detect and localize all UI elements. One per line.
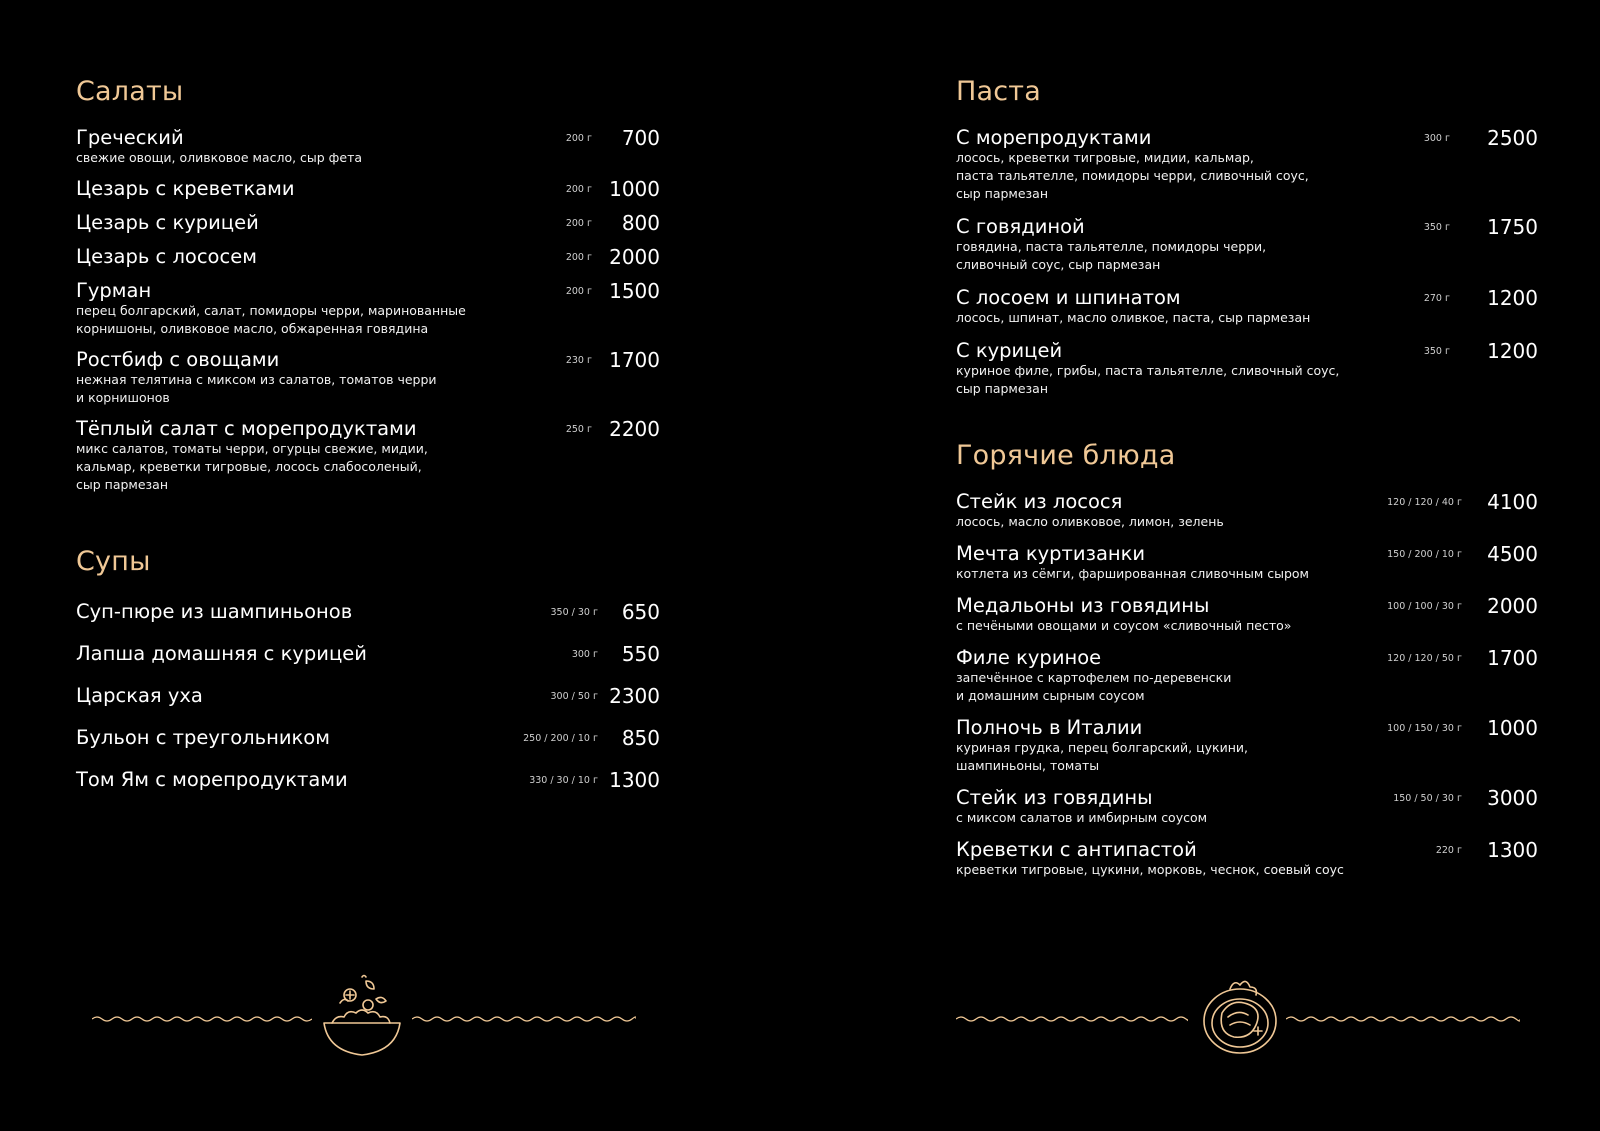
dish-weight: 350 г [1423,346,1450,357]
dish-weight: 230 г [565,355,592,366]
section-title-pasta: Паста [956,76,1041,107]
dish-description: лосось, креветки тигровые, мидии, кальмар, паста тальятелле, помидоры черри, сливочный соус, сыр пармезан [956,150,1309,201]
dish-price: 1750 [1487,215,1538,239]
menu-item [76,417,660,494]
dish-weight: 200 г [565,218,592,229]
dish-name: Цезарь с курицей [76,211,259,234]
dish-description: нежная телятина с миксом из салатов, томатов черри и корнишонов [76,372,437,405]
dish-name: Стейк из лосося [956,490,1123,513]
menu-item [956,594,1538,635]
menu-item [76,600,660,624]
dish-name: С курицей [956,339,1063,362]
dish-name: Филе куриное [956,646,1102,669]
dish-description: с печёными овощами и соусом «сливочный песто» [956,618,1292,633]
dish-weight: 100 / 100 / 30 г [1387,601,1462,612]
menu-item [956,838,1538,879]
dish-name: Царская уха [76,684,203,707]
dish-description: куриное филе, грибы, паста тальятелле, сливочный соус, сыр пармезан [956,363,1340,396]
section-title-hot-dishes: Горячие блюда [956,440,1176,471]
dish-price: 3000 [1487,786,1538,810]
menu-item [956,215,1538,274]
dish-name: Стейк из говядины [956,786,1153,809]
dish-price: 2000 [1487,594,1538,618]
dish-weight: 150 / 50 / 30 г [1393,793,1462,804]
menu-item [76,684,660,708]
dish-description: лосось, масло оливковое, лимон, зелень [956,514,1224,529]
menu-item [956,286,1538,327]
dish-weight: 120 / 120 / 50 г [1387,653,1462,664]
dish-price: 1300 [1487,838,1538,862]
dish-name: С говядиной [956,215,1085,238]
dish-weight: 330 / 30 / 10 г [529,775,598,786]
dish-price: 4100 [1487,490,1538,514]
menu-item [76,126,660,167]
dish-weight: 300 / 50 г [550,691,598,702]
dish-description: говядина, паста тальятелле, помидоры черри, сливочный соус, сыр пармезан [956,239,1267,272]
dish-name: Ростбиф с овощами [76,348,280,371]
dish-price: 2000 [609,245,660,269]
dish-name: Мечта куртизанки [956,542,1146,565]
dish-price: 2300 [609,684,660,708]
dish-description: микс салатов, томаты черри, огурцы свежие, мидии, кальмар, креветки тигровые, лосось слабосоленый, сыр пармезан [76,441,428,492]
dish-description: котлета из сёмги, фаршированная сливочным сыром [956,566,1309,581]
salad-bowl-icon [322,973,402,1059]
dish-weight: 350 / 30 г [550,607,598,618]
dish-weight: 200 г [565,286,592,297]
dish-description: свежие овощи, оливковое масло, сыр фета [76,150,363,165]
dish-price: 2500 [1487,126,1538,150]
dish-price: 1500 [609,279,660,303]
dish-weight: 300 г [571,649,598,660]
dish-price: 4500 [1487,542,1538,566]
dish-description: перец болгарский, салат, помидоры черри, маринованные корнишоны, оливковое масло, обжаренная говядина [76,303,466,336]
dish-price: 1000 [1487,716,1538,740]
dish-price: 1200 [1487,286,1538,310]
soups-list [76,600,660,810]
menu-item [956,126,1538,203]
pasta-list [956,126,1538,410]
dish-weight: 220 г [1435,845,1462,856]
wave-divider [92,1013,312,1025]
wave-divider [1286,1013,1520,1025]
menu-item [76,177,660,201]
dish-description: креветки тигровые, цукини, морковь, чеснок, соевый соус [956,862,1344,877]
dish-weight: 270 г [1423,293,1450,304]
dish-price: 650 [621,600,660,624]
wave-divider [956,1013,1188,1025]
dish-name: С лосоем и шпинатом [956,286,1181,309]
dish-price: 1700 [609,348,660,372]
menu-item [76,726,660,750]
dish-price: 800 [621,211,660,235]
wave-divider [412,1013,636,1025]
menu-item [956,786,1538,827]
dish-name: Греческий [76,126,184,149]
dish-weight: 200 г [565,252,592,263]
section-title-salads: Салаты [76,76,184,107]
menu-item [956,339,1538,398]
right-page [956,0,1538,1131]
dish-name: Тёплый салат с морепродуктами [76,417,417,440]
dish-description: запечённое с картофелем по-деревенски и домашним сырным соусом [956,670,1232,703]
menu-item [956,542,1538,583]
menu-item [76,279,660,338]
left-page [76,0,660,1131]
dish-name: Суп-пюре из шампиньонов [76,600,353,623]
dish-description: лосось, шпинат, масло оливкое, паста, сыр пармезан [956,310,1311,325]
hot-dishes-list [956,490,1538,890]
dish-price: 550 [621,642,660,666]
dish-price: 1300 [609,768,660,792]
dish-price: 700 [621,126,660,150]
dish-name: С морепродуктами [956,126,1152,149]
dish-name: Гурман [76,279,152,302]
steak-plate-icon [1200,973,1280,1059]
dish-weight: 300 г [1423,133,1450,144]
menu-item [76,768,660,792]
dish-name: Полночь в Италии [956,716,1143,739]
dish-weight: 350 г [1423,222,1450,233]
menu-item [76,642,660,666]
menu-item [956,490,1538,531]
salads-list [76,126,660,504]
dish-price: 1700 [1487,646,1538,670]
menu-item [76,348,660,407]
menu-item [76,245,660,269]
dish-name: Бульон с треугольником [76,726,330,749]
menu-item [76,211,660,235]
dish-name: Том Ям с морепродуктами [76,768,348,791]
dish-weight: 200 г [565,133,592,144]
menu-item [956,716,1538,775]
section-title-soups: Супы [76,546,151,577]
dish-weight: 250 г [565,424,592,435]
dish-description: куриная грудка, перец болгарский, цукини, шампиньоны, томаты [956,740,1248,773]
dish-description: с миксом салатов и имбирным соусом [956,810,1208,825]
dish-name: Лапша домашняя с курицей [76,642,367,665]
dish-price: 2200 [609,417,660,441]
dish-name: Цезарь с лососем [76,245,257,268]
dish-name: Медальоны из говядины [956,594,1210,617]
dish-weight: 100 / 150 / 30 г [1387,723,1462,734]
dish-price: 850 [621,726,660,750]
dish-price: 1200 [1487,339,1538,363]
menu-item [956,646,1538,705]
dish-weight: 200 г [565,184,592,195]
dish-weight: 250 / 200 / 10 г [523,733,598,744]
dish-weight: 150 / 200 / 10 г [1387,549,1462,560]
dish-name: Креветки с антипастой [956,838,1197,861]
dish-name: Цезарь с креветками [76,177,295,200]
dish-weight: 120 / 120 / 40 г [1387,497,1462,508]
dish-price: 1000 [609,177,660,201]
